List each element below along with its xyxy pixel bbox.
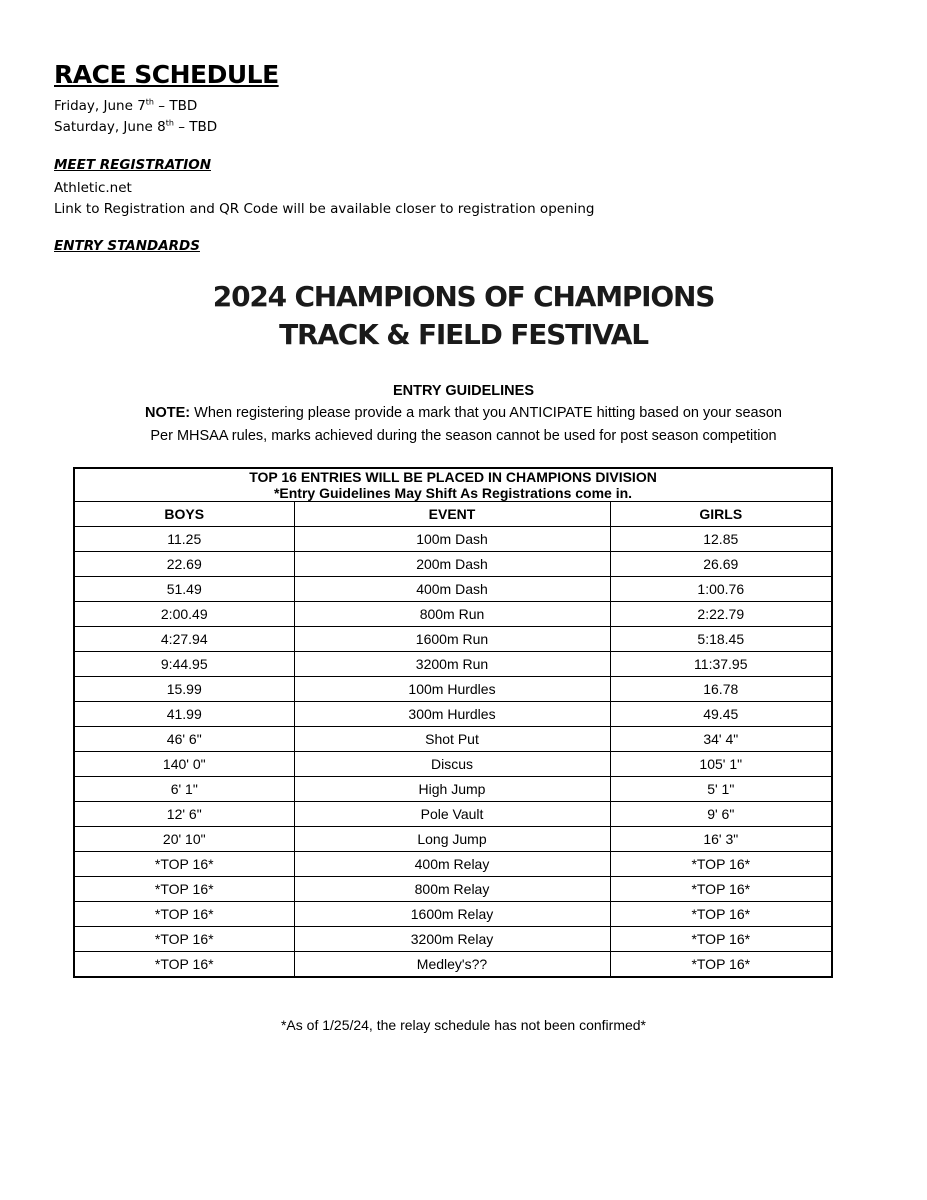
cell-girls: 5' 1" xyxy=(610,777,832,802)
table-row xyxy=(74,677,832,702)
cell-girls: 105' 1" xyxy=(610,752,832,777)
table-row xyxy=(74,752,832,777)
note-text: When registering please provide a mark that you ANTICIPATE hitting based on your season xyxy=(190,405,782,421)
cell-boys: *TOP 16* xyxy=(74,927,294,952)
table-row xyxy=(74,952,832,978)
cell-boys: 4:27.94 xyxy=(74,627,294,652)
date-status: – TBD xyxy=(154,98,198,114)
cell-boys: 12' 6" xyxy=(74,802,294,827)
table-row xyxy=(74,927,832,952)
cell-boys: *TOP 16* xyxy=(74,852,294,877)
table-row xyxy=(74,652,832,677)
registration-info: Link to Registration and QR Code will be available closer to registration opening xyxy=(54,201,595,217)
festival-title-line2: TRACK & FIELD FESTIVAL xyxy=(279,318,648,351)
banner-line2: *Entry Guidelines May Shift As Registrations come in. xyxy=(273,485,633,501)
cell-event: Discus xyxy=(294,752,610,777)
cell-girls: *TOP 16* xyxy=(610,877,832,902)
banner-line1: TOP 16 ENTRIES WILL BE PLACED IN CHAMPIONS DIVISION xyxy=(249,469,657,485)
cell-boys: 22.69 xyxy=(74,552,294,577)
registration-site: Athletic.net xyxy=(54,180,132,196)
note-label: NOTE: xyxy=(145,405,191,421)
table-banner-row xyxy=(74,468,832,502)
cell-girls: 2:22.79 xyxy=(610,602,832,627)
cell-event: 800m Run xyxy=(294,602,610,627)
table-row xyxy=(74,802,832,827)
meet-registration-heading: MEET REGISTRATION xyxy=(54,157,211,173)
cell-boys: 41.99 xyxy=(74,702,294,727)
table-row xyxy=(74,702,832,727)
date-ordinal: th xyxy=(145,97,154,107)
cell-event: Long Jump xyxy=(294,827,610,852)
cell-event: 200m Dash xyxy=(294,552,610,577)
cell-girls: *TOP 16* xyxy=(610,952,832,978)
table-banner xyxy=(74,468,832,502)
cell-girls: 12.85 xyxy=(610,527,832,552)
cell-boys: 20' 10" xyxy=(74,827,294,852)
cell-event: 400m Dash xyxy=(294,577,610,602)
guidelines-rules: Per MHSAA rules, marks achieved during the season cannot be used for post season competition xyxy=(150,428,777,444)
race-schedule-title: RACE SCHEDULE xyxy=(54,60,279,89)
table-row xyxy=(74,602,832,627)
cell-girls: 26.69 xyxy=(610,552,832,577)
cell-girls: *TOP 16* xyxy=(610,927,832,952)
cell-boys: *TOP 16* xyxy=(74,877,294,902)
cell-girls: 5:18.45 xyxy=(610,627,832,652)
cell-event: 100m Hurdles xyxy=(294,677,610,702)
table-row xyxy=(74,727,832,752)
entry-standards-heading: ENTRY STANDARDS xyxy=(54,238,200,254)
date-text: Friday, June 7 xyxy=(54,98,146,114)
cell-event: 3200m Run xyxy=(294,652,610,677)
cell-event: 400m Relay xyxy=(294,852,610,877)
table-row xyxy=(74,902,832,927)
cell-girls: *TOP 16* xyxy=(610,902,832,927)
table-row xyxy=(74,627,832,652)
festival-title-line1: 2024 CHAMPIONS OF CHAMPIONS xyxy=(212,280,715,313)
guidelines-note xyxy=(0,405,927,421)
table-header-row xyxy=(74,502,832,527)
cell-girls: 49.45 xyxy=(610,702,832,727)
cell-boys: 2:00.49 xyxy=(74,602,294,627)
relay-footnote: *As of 1/25/24, the relay schedule has not been confirmed* xyxy=(280,1017,646,1033)
header-girls: GIRLS xyxy=(610,502,832,527)
table-row xyxy=(74,827,832,852)
entry-standards-table xyxy=(73,467,833,978)
date-text: Saturday, June 8 xyxy=(54,119,166,135)
schedule-date-friday xyxy=(54,96,197,116)
cell-girls: 34' 4" xyxy=(610,727,832,752)
cell-boys: 15.99 xyxy=(74,677,294,702)
cell-event: Pole Vault xyxy=(294,802,610,827)
header-event: EVENT xyxy=(294,502,610,527)
table-row xyxy=(74,552,832,577)
table-row xyxy=(74,877,832,902)
cell-event: 1600m Relay xyxy=(294,902,610,927)
cell-boys: 46' 6" xyxy=(74,727,294,752)
cell-girls: 1:00.76 xyxy=(610,577,832,602)
table-row xyxy=(74,852,832,877)
cell-event: Shot Put xyxy=(294,727,610,752)
cell-event: 300m Hurdles xyxy=(294,702,610,727)
cell-girls: 16.78 xyxy=(610,677,832,702)
cell-event: High Jump xyxy=(294,777,610,802)
cell-boys: 6' 1" xyxy=(74,777,294,802)
date-ordinal: th xyxy=(165,118,174,128)
cell-girls: 9' 6" xyxy=(610,802,832,827)
header-boys: BOYS xyxy=(74,502,294,527)
table-row xyxy=(74,777,832,802)
cell-boys: *TOP 16* xyxy=(74,902,294,927)
cell-event: 100m Dash xyxy=(294,527,610,552)
date-status: – TBD xyxy=(173,119,218,135)
cell-girls: 16' 3" xyxy=(610,827,832,852)
cell-girls: 11:37.95 xyxy=(610,652,832,677)
cell-girls: *TOP 16* xyxy=(610,852,832,877)
table-row xyxy=(74,527,832,552)
table-row xyxy=(74,577,832,602)
entry-guidelines-heading: ENTRY GUIDELINES xyxy=(393,383,534,399)
cell-event: 3200m Relay xyxy=(294,927,610,952)
cell-boys: *TOP 16* xyxy=(74,952,294,978)
schedule-date-saturday xyxy=(54,117,217,137)
cell-boys: 11.25 xyxy=(74,527,294,552)
cell-event: 800m Relay xyxy=(294,877,610,902)
cell-boys: 140' 0" xyxy=(74,752,294,777)
cell-event: 1600m Run xyxy=(294,627,610,652)
cell-boys: 51.49 xyxy=(74,577,294,602)
cell-event: Medley's?? xyxy=(294,952,610,978)
cell-boys: 9:44.95 xyxy=(74,652,294,677)
